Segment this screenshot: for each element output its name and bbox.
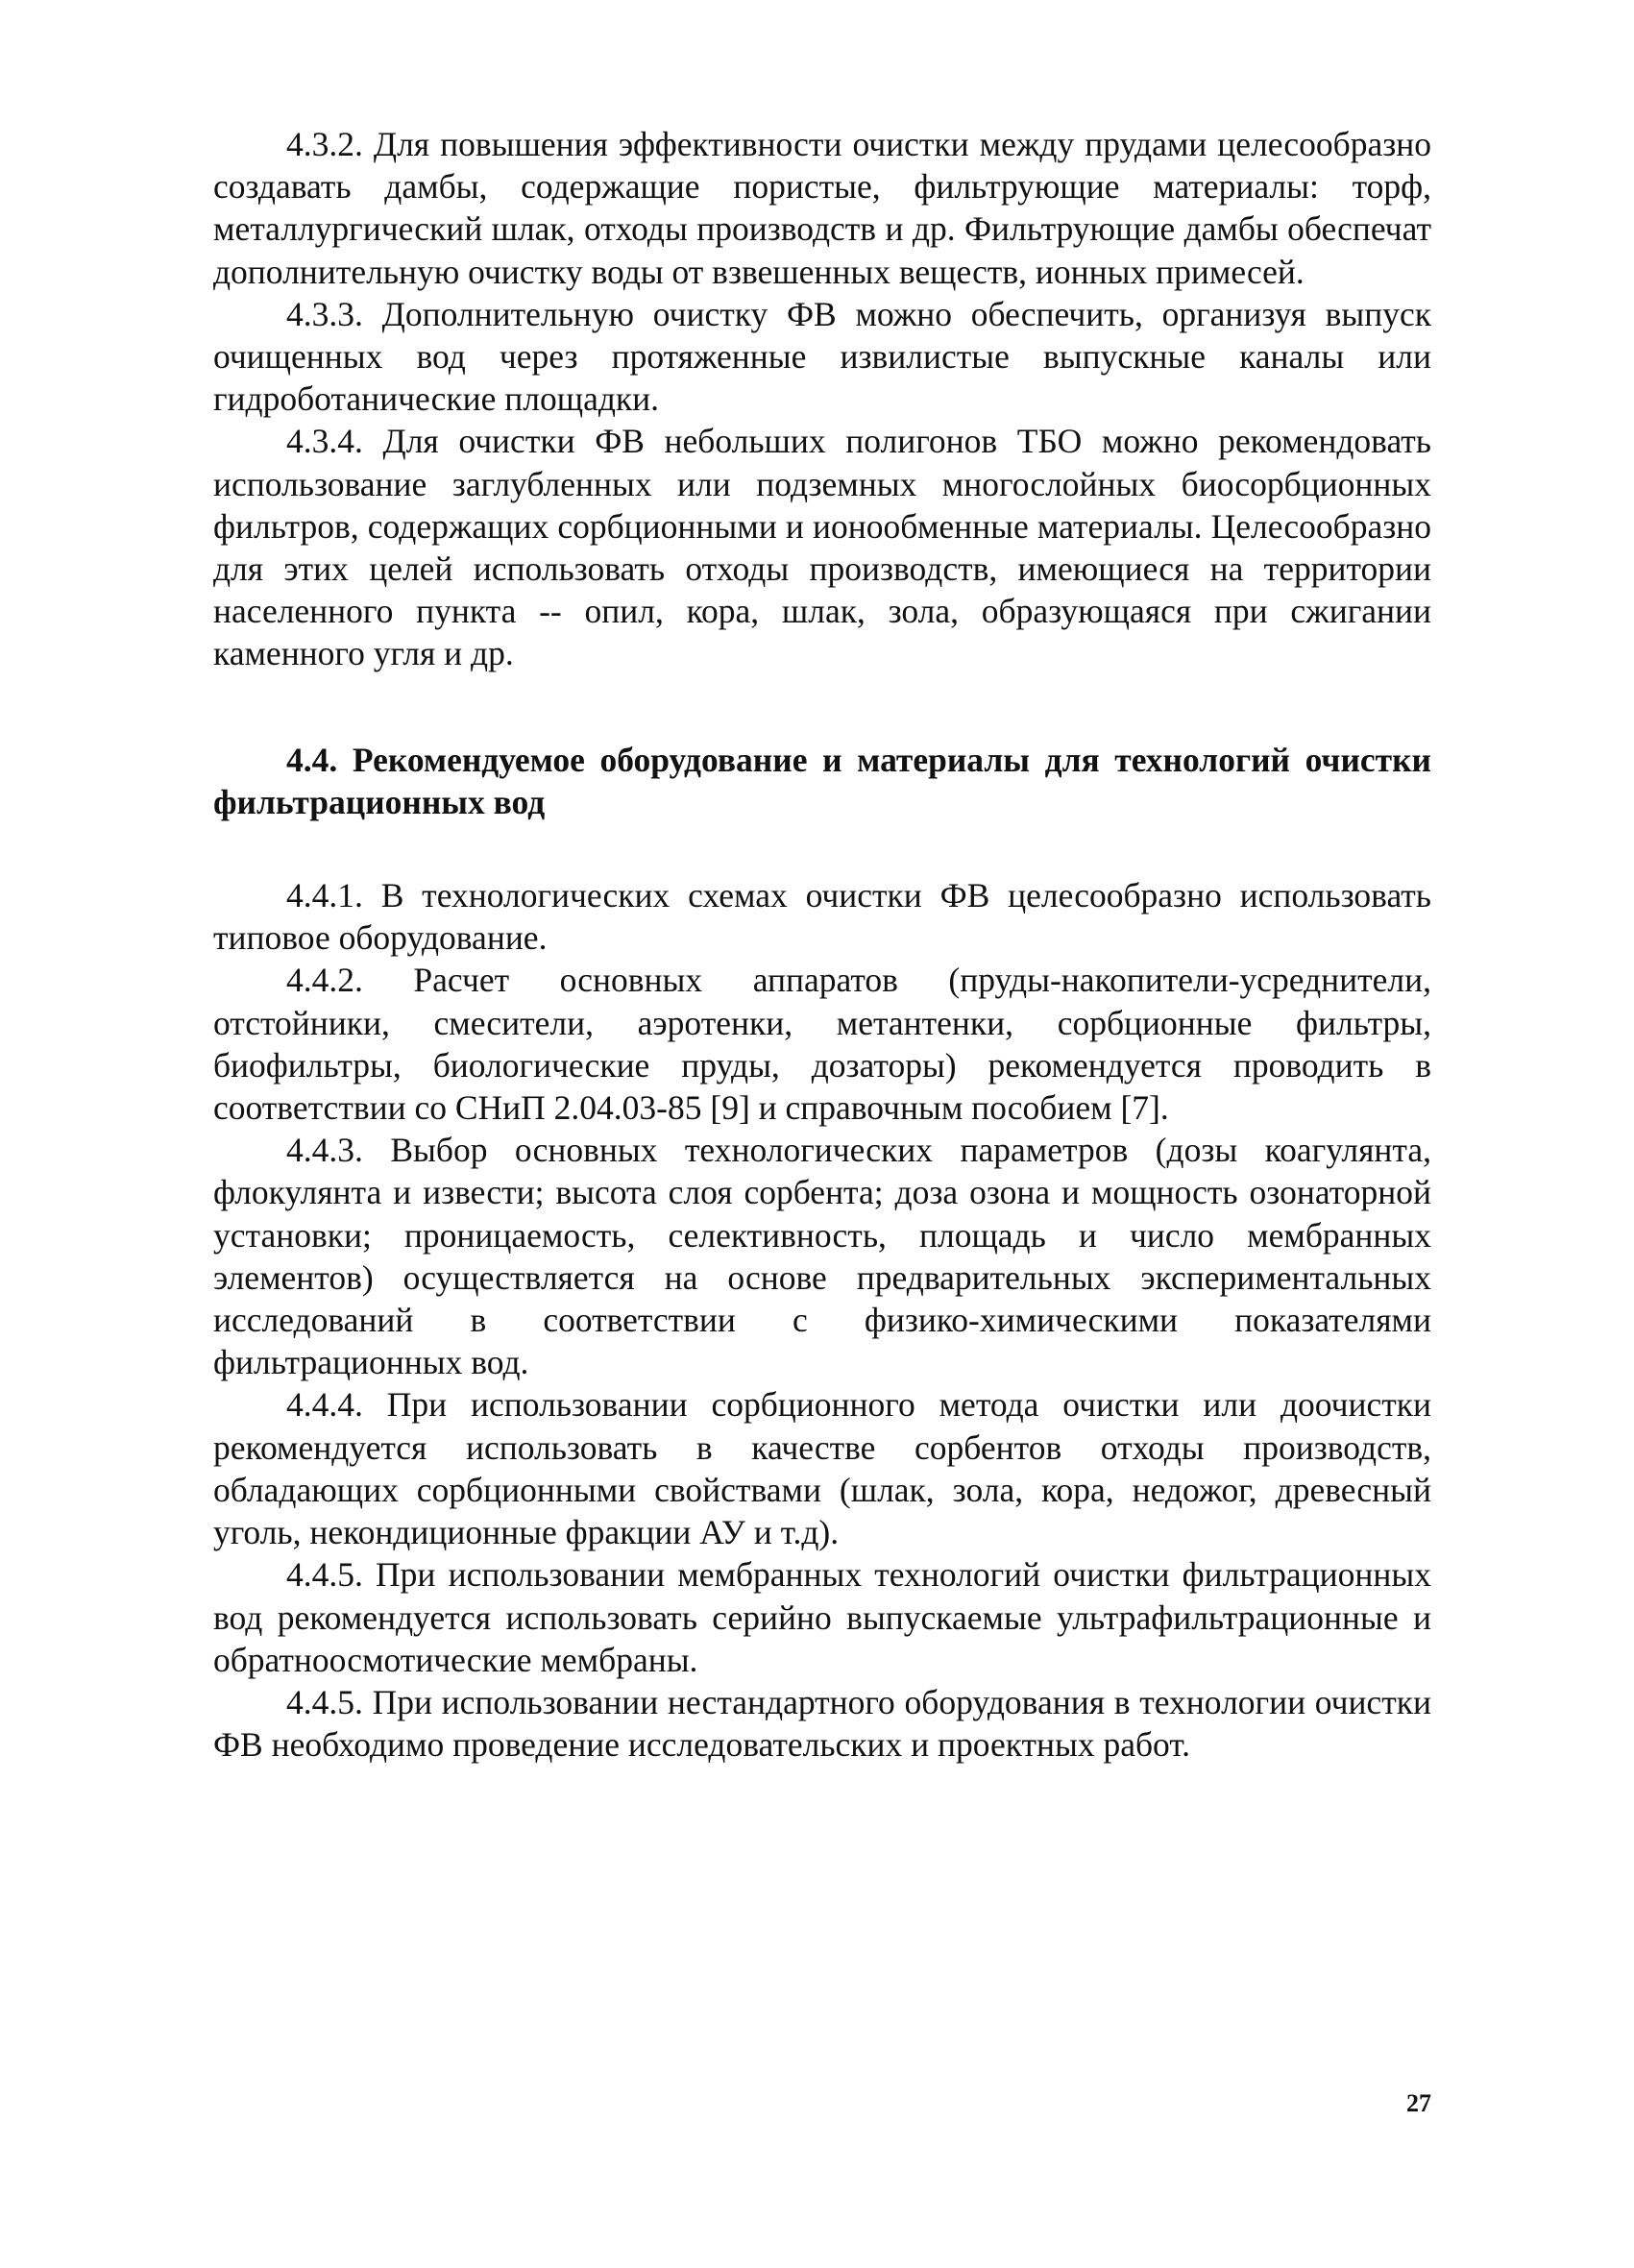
paragraph-4-3-3: 4.3.3. Дополнительную очистку ФВ можно обеспечить, организуя выпуск очищенных вод через протяженные извилистые выпускные каналы или гидроботанические площадки. [213,294,1431,419]
section-heading-4-4: 4.4. Рекомендуемое оборудование и материалы для технологий очистки фильтрационных вод [213,740,1431,821]
paragraph-4-4-5-second: 4.4.5. При использовании нестандартного оборудования в технологии очистки ФВ необходимо проведение исследовательских и проектных работ. [213,1682,1431,1765]
page-body [213,123,1431,1766]
paragraph-4-4-4: 4.4.4. При использовании сорбционного метода очистки или доочистки рекомендуется использовать в качестве сорбентов отходы производств, обладающих сорбционными свойствами (шлак, зола, кора, недожог, древесный уголь, некондиционные фракции АУ и т.д). [213,1385,1431,1552]
paragraph-4-4-3: 4.4.3. Выбор основных технологических параметров (дозы коагулянта, флокулянта и извести; высота слоя сорбента; доза озона и мощность озонаторной установки; проницаемость, селективность, площадь и число мембранных элементов) осуществляется на основе предварительных экспериментальных исследований в соответствии с физико-химическими показателями фильтрационных вод. [213,1131,1431,1382]
page-number: 27 [1406,2089,1431,2117]
paragraph-4-4-1: 4.4.1. В технологических схемах очистки ФВ целесообразно использовать типовое оборудование. [213,876,1431,958]
paragraph-4-3-2: 4.3.2. Для повышения эффективности очистки между прудами целесообразно создавать дамбы, содержащие пористые, фильтрующие материалы: торф, металлургический шлак, отходы производств и др. Фильтрующие дамбы обеспечат дополнительную очистку воды от взвешенных веществ, ионных примесей. [213,125,1431,291]
paragraph-4-4-5: 4.4.5. При использовании мембранных технологий очистки фильтрационных вод рекомендуется использовать серийно выпускаемые ультрафильтрационные и обратноосмотические мембраны. [213,1555,1431,1679]
paragraph-4-4-2: 4.4.2. Расчет основных аппаратов (пруды-накопители-усреднители, отстойники, смесители, аэротенки, метантенки, сорбционные фильтры, биофильтры, биологические пруды, дозаторы) рекомендуется проводить в соответствии со СНиП 2.04.03-85 [9] и справочным пособием [7]. [213,961,1431,1128]
paragraph-4-3-4: 4.3.4. Для очистки ФВ небольших полигонов ТБО можно рекомендовать использование заглубленных или подземных многослойных биосорбционных фильтров, содержащих сорбционными и ионообменные материалы. Целесообразно для этих целей использовать отходы производств, имеющиеся на территории населенного пункта -- опил, кора, шлак, зола, образующаяся при сжигании каменного угля и др. [213,422,1431,673]
